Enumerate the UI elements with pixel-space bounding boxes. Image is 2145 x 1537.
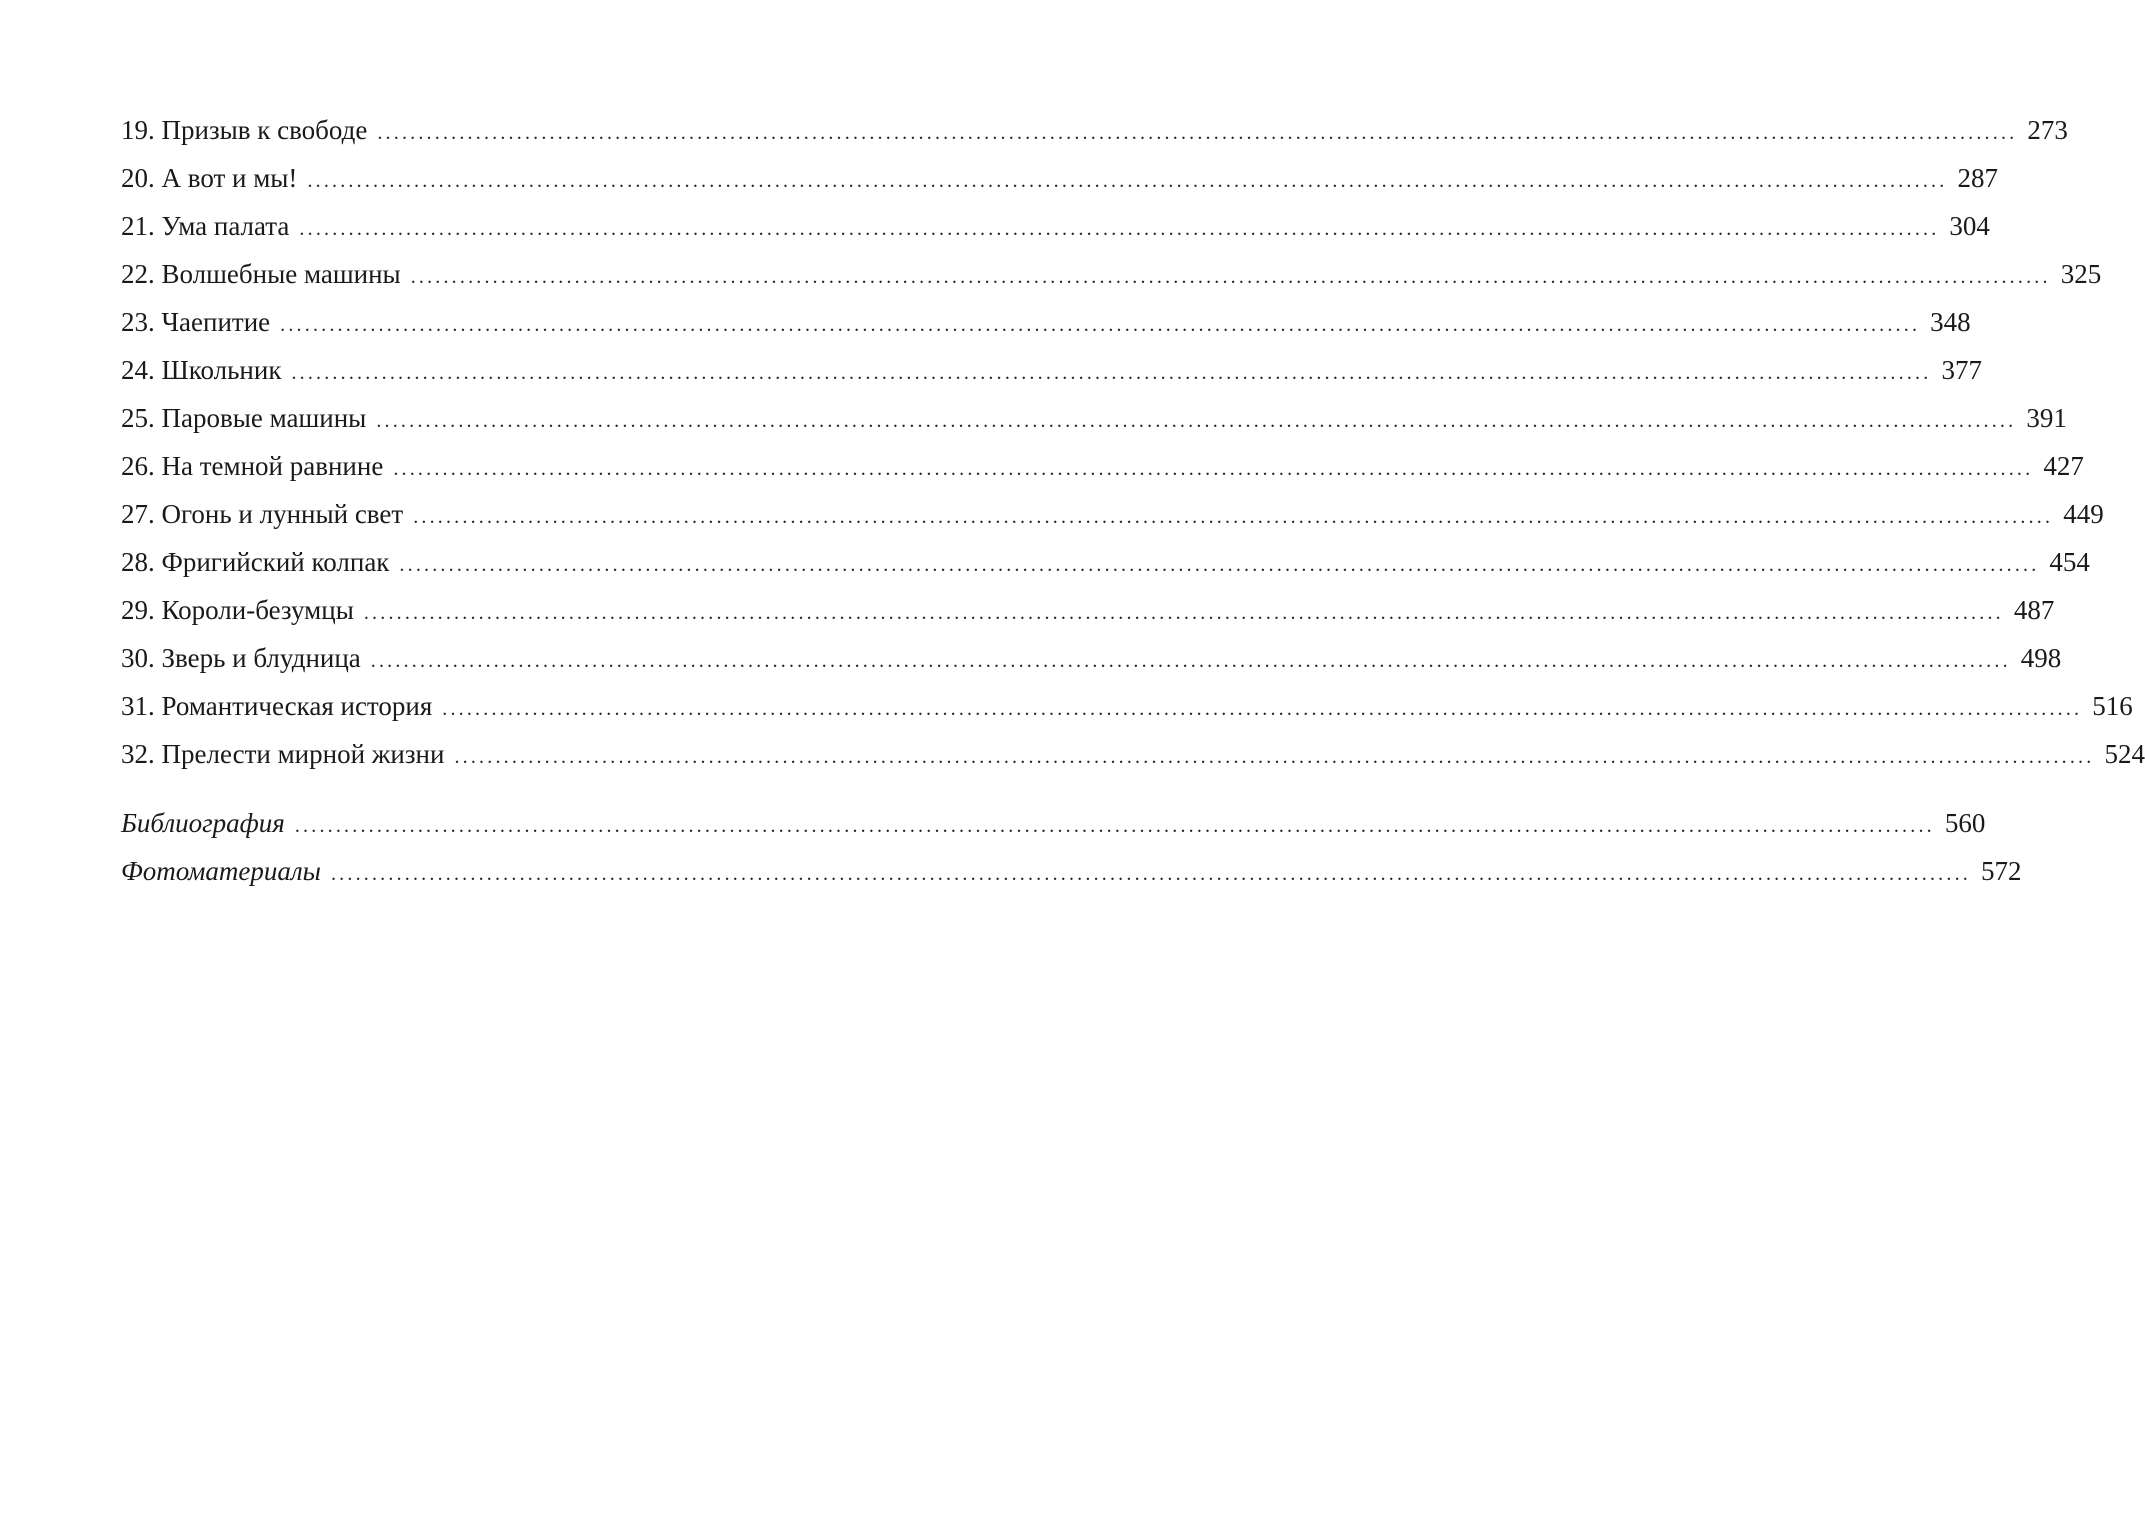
toc-entry-title: 22. Волшебные машины xyxy=(121,259,401,289)
table-of-contents xyxy=(121,106,2145,895)
toc-entry-page: 325 xyxy=(2060,259,2102,289)
dot-leader: ........................................................................................................................................................................................................ xyxy=(393,458,2034,480)
toc-entry-appendix xyxy=(121,799,1986,847)
dot-leader: ........................................................................................................................................................................................................ xyxy=(330,863,1971,885)
toc-entry-page: 377 xyxy=(1941,355,1982,385)
toc-entry-title: Библиография xyxy=(121,808,285,838)
toc-entry xyxy=(121,202,1990,250)
toc-entry-title: 24. Школьник xyxy=(121,355,282,385)
toc-entry-page: 427 xyxy=(2043,451,2084,481)
dot-leader: ........................................................................................................................................................................................................ xyxy=(363,602,2004,624)
dot-leader: ........................................................................................................................................................................................................ xyxy=(291,362,1932,384)
toc-entry-page: 487 xyxy=(2013,595,2055,625)
toc-entry xyxy=(121,490,2104,538)
dot-leader: ........................................................................................................................................................................................................ xyxy=(370,650,2011,672)
toc-entry xyxy=(121,442,2084,490)
toc-entry-page: 304 xyxy=(1949,211,1990,241)
dot-leader: ........................................................................................................................................................................................................ xyxy=(454,746,2095,768)
toc-entry-title: 20. А вот и мы! xyxy=(121,163,298,193)
toc-entry-page: 391 xyxy=(2026,403,2067,433)
toc-entry-title: 23. Чаепитие xyxy=(121,307,271,337)
dot-leader: ........................................................................................................................................................................................................ xyxy=(377,122,2018,144)
toc-entry xyxy=(121,154,1998,202)
toc-entry-title: 32. Прелести мирной жизни xyxy=(121,739,445,769)
toc-entry-page: 287 xyxy=(1957,163,1998,193)
toc-entry-title: 26. На темной равнине xyxy=(121,451,384,481)
toc-entry xyxy=(121,106,2068,154)
dot-leader: ........................................................................................................................................................................................................ xyxy=(307,170,1948,192)
toc-entry-title: 30. Зверь и блудница xyxy=(121,643,361,673)
dot-leader: ........................................................................................................................................................................................................ xyxy=(399,554,2040,576)
toc-entry xyxy=(121,346,1982,394)
dot-leader: ........................................................................................................................................................................................................ xyxy=(410,266,2051,288)
toc-entry-page: 524 xyxy=(2104,739,2145,769)
toc-entry-appendix xyxy=(121,847,2022,895)
dot-leader: ........................................................................................................................................................................................................ xyxy=(413,506,2054,528)
toc-entry-page: 348 xyxy=(1930,307,1971,337)
toc-entry-title: 21. Ума палата xyxy=(121,211,290,241)
toc-entry-title: 25. Паровые машины xyxy=(121,403,367,433)
dot-leader: ........................................................................................................................................................................................................ xyxy=(280,314,1921,336)
toc-entry xyxy=(121,730,2145,778)
toc-entry-page: 560 xyxy=(1944,808,1986,838)
dot-leader: ........................................................................................................................................................................................................ xyxy=(299,218,1940,240)
toc-entry xyxy=(121,250,2102,298)
section-spacer xyxy=(121,778,935,799)
toc-entry-page: 273 xyxy=(2027,115,2068,145)
toc-entry xyxy=(121,298,1971,346)
dot-leader: ........................................................................................................................................................................................................ xyxy=(442,698,2083,720)
dot-leader: ........................................................................................................................................................................................................ xyxy=(294,815,1935,837)
toc-entry-title: 31. Романтическая история xyxy=(121,691,433,721)
toc-entry xyxy=(121,538,2090,586)
toc-entry xyxy=(121,586,2055,634)
toc-entry-page: 572 xyxy=(1980,856,2022,886)
toc-entry-title: 27. Огонь и лунный свет xyxy=(121,499,404,529)
toc-entry-title: Фотоматериалы xyxy=(121,856,321,886)
toc-entry xyxy=(121,394,2067,442)
dot-leader: ........................................................................................................................................................................................................ xyxy=(376,410,2017,432)
toc-entry-page: 516 xyxy=(2092,691,2133,721)
toc-entry-title: 19. Призыв к свободе xyxy=(121,115,368,145)
toc-entry-page: 498 xyxy=(2020,643,2062,673)
toc-entry-title: 29. Короли-безумцы xyxy=(121,595,354,625)
toc-entry-page: 454 xyxy=(2049,547,2090,577)
toc-entry-page: 449 xyxy=(2063,499,2104,529)
toc-entry xyxy=(121,634,2062,682)
toc-entry xyxy=(121,682,2133,730)
toc-entry-title: 28. Фригийский колпак xyxy=(121,547,390,577)
